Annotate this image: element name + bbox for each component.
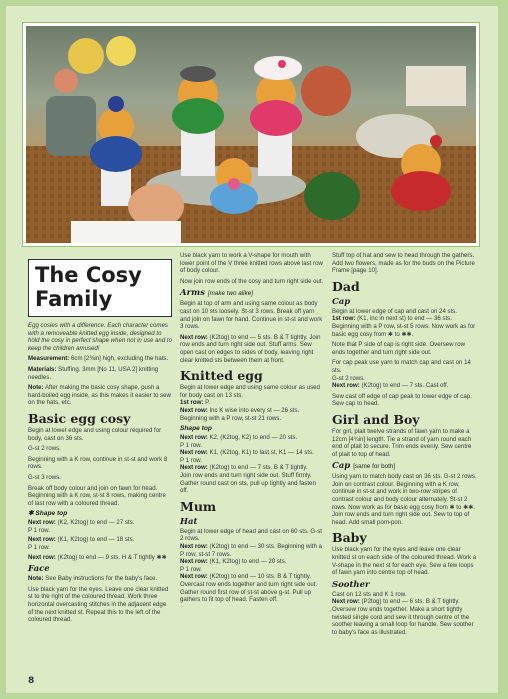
cap-heading: Cap bbox=[332, 296, 351, 307]
hat-nr3: Next row: (K2tog) to end — 10 sts. B & T tightly. bbox=[180, 573, 312, 581]
basic-p2: G-st 2 rows. bbox=[28, 445, 61, 453]
hat-purl: P 1 row. bbox=[180, 565, 202, 573]
arms-text: Begin at top of arm and using same colour as body cast on 10 sts loosely. St-st 3 rows. Break off yarn and join on fawn for hand. Continue in st-st and work 3 rows. bbox=[180, 300, 323, 331]
hat-stuff-text: Stuff top of hat and sew to head through the gathers. Add two flowers, made as for the buds on the Picture Frame [page 10]. bbox=[332, 252, 475, 275]
column-3 bbox=[332, 252, 478, 639]
girl-boy-text: For girl, plait twelve strands of fawn yarn to make a 12cm [4¾in] length. Tie a strand of yarn round each end of plait to secure. Trim ends evenly. Sew centre of plait to top of head. bbox=[332, 427, 472, 458]
note-para: Note: After making the basic cosy shape, push a hard-boiled egg inside, as this makes it easier to sew on the hats, etc. bbox=[28, 384, 171, 407]
arms-next-row: Next row: (K2tog) to end — 5 sts. B & T tightly. Join row ends and turn right side out. Stuff arms. Sew open cast on edges to sides of body, leaving right clear knitted sts between them at front. bbox=[180, 333, 321, 364]
dad-heading: Dad bbox=[332, 278, 360, 294]
purl-row-1: P 1 row. bbox=[28, 526, 50, 534]
cap-both-heading: Cap [same for both] bbox=[332, 461, 396, 472]
cap-row-1: 1st row: (K1, inc in next st) to end — 36 sts. Beginning with a P row, st-st 5 rows. Now work as for basic egg cosy from ✱ to ✱✱. bbox=[332, 315, 476, 338]
soother-text: Cast on 12 sts and K 1 row. bbox=[332, 590, 407, 598]
egg-cosy-illustration bbox=[26, 26, 476, 243]
shape-top-heading: ✱ Shape top bbox=[28, 510, 68, 518]
basic-p3: Beginning with a K row, continue in st-st and work 8 rows. bbox=[28, 455, 168, 471]
basic-p4: G-st 3 rows. bbox=[28, 473, 61, 481]
page-number: 8 bbox=[28, 676, 35, 686]
hat-heading: Hat bbox=[180, 516, 198, 527]
knit-st-p1: P 1 row. bbox=[180, 441, 202, 449]
soother-heading: Soother bbox=[332, 579, 370, 590]
next-row-3: Next row: (K2tog) to end — 9 sts. H & T tightly ✱✱ bbox=[28, 553, 167, 561]
girl-boy-heading: Girl and Boy bbox=[332, 411, 420, 427]
cap-next-row: Next row: (K2tog) to end — 7 sts. Cast off. bbox=[332, 382, 449, 390]
face-heading: Face bbox=[28, 564, 50, 575]
cap-gst: G-st 2 rows. bbox=[332, 374, 365, 382]
knit-next-row: Next row: Inc K wise into every st — 26 sts. Beginning with a P row, st-st 21 rows. bbox=[180, 406, 300, 422]
column-1 bbox=[28, 322, 172, 627]
baby-heading: Baby bbox=[332, 530, 367, 546]
intro-text: Egg cosies with a difference. Each character comes with a removeable knitted egg inside, designed to hold the cosy in perfect shape when not in use and to keep the children amused! bbox=[28, 322, 172, 352]
knit-shape-top: Shape top bbox=[180, 425, 212, 433]
baby-text: Use black yarn for the eyes and leave one clear knitted st on each side of the coloured thread. Work a V-shape in the next st for each eye. Sew a few loops of fawn yarn into centre top of head. bbox=[332, 546, 477, 577]
knit-text: Begin at lower edge and using same colour as used for body cast on 13 sts. bbox=[180, 384, 320, 399]
knit-st-p2: P 1 row. bbox=[180, 456, 202, 464]
knit-st3: Next row: (K2tog) to end — 7 sts. B & T tightly. bbox=[180, 464, 308, 472]
knit-st1: Next row: K2, (K2tog, K2) to end — 20 sts. bbox=[180, 434, 298, 442]
hat-text: Begin at lower edge of head and cast on 60 sts. G-st 2 rows. bbox=[180, 527, 322, 543]
arms-heading: Arms [make two alike] bbox=[180, 288, 253, 299]
face-text: Use black yarn for the eyes. Leave one clear knitted st to the right of the coloured thread. Work three horizontal overcasting stitches in the adjacent edge of the next knitted st. Repeat this to the left of the coloured thread. bbox=[28, 585, 169, 624]
cap-sew: Sew cast off edge of cap peak to lower edge of cap. Sew cap to head. bbox=[332, 392, 472, 408]
knit-row-1: 1st row: P. bbox=[180, 399, 211, 407]
basic-p5: Break off body colour and join on fawn for head. Beginning with a K row, st-st 8 rows, making centre of last row with a coloured thread. bbox=[28, 484, 166, 507]
cap-text: Begin at lower edge of cap and cast on 24 sts. bbox=[332, 307, 458, 315]
hat-finish: Overcast row ends together and turn right side out. Gather round first row of st-st above g-st. Pull up gathers to fit top of head. Fasten off. bbox=[180, 581, 318, 604]
cap-both-text: Using yarn to match body cast on 36 sts. G-st 2 rows. Join on contrast colour. Beginning with a K row, continue in st-st and work in two-row stripes of contrast colour and body colour alternately. St-st 2 rows. Now work as for basic egg cosy from ✱ to ✱✱. Join row ends and turn right side out. Sew to top of head. Add small pom-pon. bbox=[332, 473, 477, 526]
mouth-text: Use black yarn to work a V-shape for mouth with lower point of the V three knitted rows above last row of body colour. bbox=[180, 252, 323, 275]
egg-cosy-photo bbox=[26, 26, 476, 243]
column-2 bbox=[180, 252, 325, 607]
title-box bbox=[28, 259, 172, 317]
next-row-1: Next row: (K2, K2tog) to end — 27 sts. bbox=[28, 519, 135, 527]
purl-row-2: P 1 row. bbox=[28, 544, 50, 552]
basic-egg-cosy-heading: Basic egg cosy bbox=[28, 410, 131, 426]
mum-heading: Mum bbox=[180, 498, 217, 514]
photo-frame bbox=[22, 22, 480, 247]
page-title: The Cosy Family bbox=[35, 263, 142, 311]
knit-st2: Next row: K1, (K2tog, K1) to last st, K1 — 14 sts. bbox=[180, 449, 314, 457]
measurement-para: Measurement: 6cm [2⅜in] high, excluding the hats. bbox=[28, 355, 169, 363]
hat-nr1: Next row: (K2tog) to end — 30 sts. Beginning with a P row, st-st 7 rows. bbox=[180, 543, 322, 558]
hat-nr2: Next row: (K1, K2tog) to end — 20 sts. bbox=[180, 558, 287, 566]
join-text: Now join row ends of the cosy and turn right side out. bbox=[180, 277, 324, 285]
next-row-2: Next row: (K1, K2tog) to end — 18 sts. bbox=[28, 536, 135, 544]
soother-next-row: Next row: (P2tog) to end — 6 sts. B & T tightly. Oversew row ends together. Make a short tightly twisted single cord and sew it through centre of the soother leaving a small loop for handle. Sew soother to baby's face as illustrated. bbox=[332, 598, 474, 636]
cap-peak: For cap peak use yarn to match cap and cast on 14 sts. bbox=[332, 359, 471, 374]
face-note: Note: See Baby instructions for the baby's face. bbox=[28, 575, 158, 583]
cap-note: Note that P side of cap is right side. Oversew row ends together and turn right side out. bbox=[332, 341, 465, 356]
basic-p1: Begin at lower edge and using colour required for body, cast on 36 sts. bbox=[28, 426, 162, 442]
knit-finish: Join row ends and turn right side out. Stuff firmly. Gather round cast on sts, pull up tightly and fasten off. bbox=[180, 472, 316, 495]
materials-para: Materials: Stuffing. 3mm [No 11, USA 2] knitting needles. bbox=[28, 365, 159, 381]
knitted-egg-heading: Knitted egg bbox=[180, 368, 263, 384]
